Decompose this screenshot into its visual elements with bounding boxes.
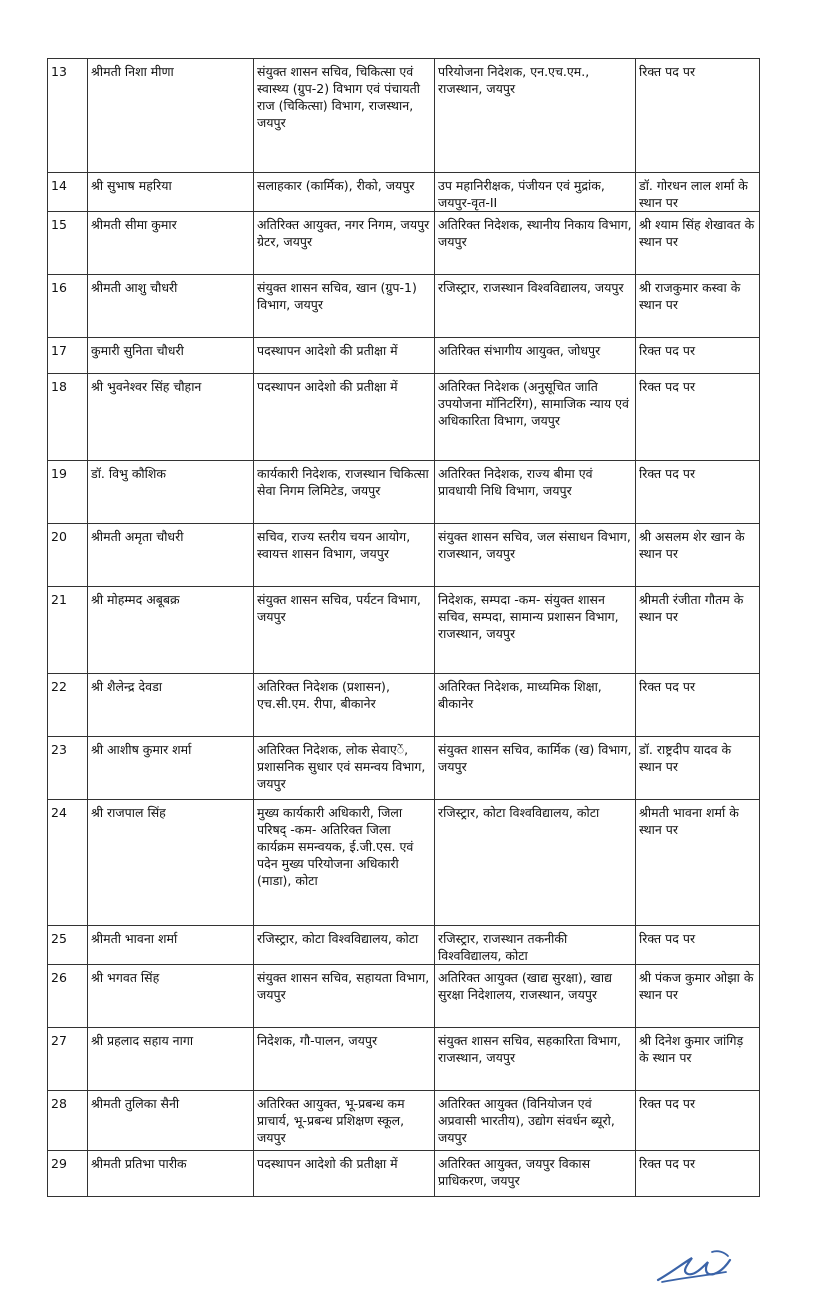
table-row (48, 1028, 760, 1091)
serial-number: 13 (48, 59, 88, 173)
serial-number: 18 (48, 374, 88, 461)
remark: रिक्त पद पर (636, 674, 760, 737)
serial-number: 29 (48, 1151, 88, 1197)
current-posting: अतिरिक्त निदेशक (प्रशासन), एच.सी.एम. रीपा, बीकानेर (254, 674, 435, 737)
officer-name: श्रीमती प्रतिभा पारीक (88, 1151, 254, 1197)
signature-mark (652, 1242, 736, 1286)
officer-name: डॉ. विभु कौशिक (88, 461, 254, 524)
officer-name: श्री राजपाल सिंह (88, 800, 254, 926)
new-posting: अतिरिक्त आयुक्त (विनियोजन एवं अप्रवासी भारतीय), उद्योग संवर्धन ब्यूरो, जयपुर (435, 1091, 636, 1151)
new-posting: रजिस्ट्रार, राजस्थान विश्वविद्यालय, जयपुर (435, 275, 636, 338)
table-row (48, 173, 760, 212)
current-posting: अतिरिक्त आयुक्त, भू-प्रबन्ध कम प्राचार्य, भू-प्रबन्ध प्रशिक्षण स्कूल, जयपुर (254, 1091, 435, 1151)
remark: श्री पंकज कुमार ओझा के स्थान पर (636, 965, 760, 1028)
table-row (48, 800, 760, 926)
new-posting: अतिरिक्त निदेशक, स्थानीय निकाय विभाग, जयपुर (435, 212, 636, 275)
remark: डॉ. गोरधन लाल शर्मा के स्थान पर (636, 173, 760, 212)
officer-name: श्री सुभाष महरिया (88, 173, 254, 212)
table-row (48, 338, 760, 374)
remark: श्रीमती रंजीता गौतम के स्थान पर (636, 587, 760, 674)
table-row (48, 374, 760, 461)
officer-name: श्री मोहम्मद अबूबक्र (88, 587, 254, 674)
officer-name: श्रीमती तुलिका सैनी (88, 1091, 254, 1151)
current-posting: निदेशक, गौ-पालन, जयपुर (254, 1028, 435, 1091)
table-row (48, 1091, 760, 1151)
serial-number: 25 (48, 926, 88, 965)
serial-number: 20 (48, 524, 88, 587)
new-posting: परियोजना निदेशक, एन.एच.एम., राजस्थान, जयपुर (435, 59, 636, 173)
officer-name: श्री भगवत सिंह (88, 965, 254, 1028)
serial-number: 21 (48, 587, 88, 674)
table-row (48, 275, 760, 338)
new-posting: अतिरिक्त निदेशक, माध्यमिक शिक्षा, बीकानेर (435, 674, 636, 737)
serial-number: 24 (48, 800, 88, 926)
current-posting: पदस्थापन आदेशो की प्रतीक्षा में (254, 1151, 435, 1197)
remark: रिक्त पद पर (636, 374, 760, 461)
remark: श्री असलम शेर खान के स्थान पर (636, 524, 760, 587)
new-posting: संयुक्त शासन सचिव, सहकारिता विभाग, राजस्थान, जयपुर (435, 1028, 636, 1091)
table-row (48, 926, 760, 965)
current-posting: कार्यकारी निदेशक, राजस्थान चिकित्सा सेवा निगम लिमिटेड, जयपुर (254, 461, 435, 524)
remark: रिक्त पद पर (636, 1151, 760, 1197)
serial-number: 14 (48, 173, 88, 212)
table-row (48, 965, 760, 1028)
officer-name: श्री आशीष कुमार शर्मा (88, 737, 254, 800)
officer-name: श्री शैलेन्द्र देवडा (88, 674, 254, 737)
table-row (48, 587, 760, 674)
new-posting: अतिरिक्त आयुक्त (खाद्य सुरक्षा), खाद्य सुरक्षा निदेशालय, राजस्थान, जयपुर (435, 965, 636, 1028)
table-row (48, 212, 760, 275)
table-row (48, 461, 760, 524)
new-posting: उप महानिरीक्षक, पंजीयन एवं मुद्रांक, जयपुर-वृत-II (435, 173, 636, 212)
officer-name: श्री भुवनेश्वर सिंह चौहान (88, 374, 254, 461)
officer-name: श्रीमती अमृता चौधरी (88, 524, 254, 587)
remark: श्रीमती भावना शर्मा के स्थान पर (636, 800, 760, 926)
serial-number: 26 (48, 965, 88, 1028)
current-posting: संयुक्त शासन सचिव, चिकित्सा एवं स्वास्थ्य (ग्रुप-2) विभाग एवं पंचायती राज (चिकित्सा) विभाग, राजस्थान, जयपुर (254, 59, 435, 173)
current-posting: मुख्य कार्यकारी अधिकारी, जिला परिषद् -कम- अतिरिक्त जिला कार्यक्रम समन्वयक, ई.जी.एस. एवं पदेन मुख्य परियोजना अधिकारी (माडा), कोटा (254, 800, 435, 926)
current-posting: सचिव, राज्य स्तरीय चयन आयोग, स्वायत्त शासन विभाग, जयपुर (254, 524, 435, 587)
new-posting: रजिस्ट्रार, कोटा विश्वविद्यालय, कोटा (435, 800, 636, 926)
remark: श्री श्याम सिंह शेखावत के स्थान पर (636, 212, 760, 275)
table-row (48, 674, 760, 737)
table-row (48, 524, 760, 587)
remark: रिक्त पद पर (636, 59, 760, 173)
current-posting: अतिरिक्त आयुक्त, नगर निगम, जयपुर ग्रेटर, जयपुर (254, 212, 435, 275)
officer-name: श्रीमती भावना शर्मा (88, 926, 254, 965)
table-row (48, 1151, 760, 1197)
new-posting: अतिरिक्त आयुक्त, जयपुर विकास प्राधिकरण, जयपुर (435, 1151, 636, 1197)
serial-number: 16 (48, 275, 88, 338)
new-posting: अतिरिक्त निदेशक (अनुसूचित जाति उपयोजना मॉनिटरिंग), सामाजिक न्याय एवं अधिकारिता विभाग, जयपुर (435, 374, 636, 461)
remark: डॉ. राष्ट्रदीप यादव के स्थान पर (636, 737, 760, 800)
new-posting: रजिस्ट्रार, राजस्थान तकनीकी विश्वविद्यालय, कोटा (435, 926, 636, 965)
new-posting: संयुक्त शासन सचिव, जल संसाधन विभाग, राजस्थान, जयपुर (435, 524, 636, 587)
current-posting: पदस्थापन आदेशो की प्रतीक्षा में (254, 374, 435, 461)
remark: रिक्त पद पर (636, 338, 760, 374)
current-posting: अतिरिक्त निदेशक, लोक सेवाएें, प्रशासनिक सुधार एवं समन्वय विभाग, जयपुर (254, 737, 435, 800)
new-posting: निदेशक, सम्पदा -कम- संयुक्त शासन सचिव, सम्पदा, सामान्य प्रशासन विभाग, राजस्थान, जयपुर (435, 587, 636, 674)
transfer-table (47, 58, 760, 1197)
serial-number: 27 (48, 1028, 88, 1091)
remark: श्री दिनेश कुमार जांगिड़ के स्थान पर (636, 1028, 760, 1091)
remark: रिक्त पद पर (636, 926, 760, 965)
table-row (48, 737, 760, 800)
current-posting: संयुक्त शासन सचिव, खान (ग्रुप-1) विभाग, जयपुर (254, 275, 435, 338)
officer-name: श्रीमती निशा मीणा (88, 59, 254, 173)
current-posting: संयुक्त शासन सचिव, सहायता विभाग, जयपुर (254, 965, 435, 1028)
officer-name: श्रीमती सीमा कुमार (88, 212, 254, 275)
serial-number: 23 (48, 737, 88, 800)
table-row (48, 59, 760, 173)
current-posting: सलाहकार (कार्मिक), रीको, जयपुर (254, 173, 435, 212)
officer-name: श्री प्रहलाद सहाय नागा (88, 1028, 254, 1091)
remark: रिक्त पद पर (636, 461, 760, 524)
officer-name: कुमारी सुनिता चौधरी (88, 338, 254, 374)
remark: श्री राजकुमार कस्वा के स्थान पर (636, 275, 760, 338)
remark: रिक्त पद पर (636, 1091, 760, 1151)
new-posting: अतिरिक्त निदेशक, राज्य बीमा एवं प्रावधायी निधि विभाग, जयपुर (435, 461, 636, 524)
officer-name: श्रीमती आशु चौधरी (88, 275, 254, 338)
serial-number: 19 (48, 461, 88, 524)
serial-number: 15 (48, 212, 88, 275)
current-posting: रजिस्ट्रार, कोटा विश्वविद्यालय, कोटा (254, 926, 435, 965)
serial-number: 22 (48, 674, 88, 737)
serial-number: 17 (48, 338, 88, 374)
new-posting: संयुक्त शासन सचिव, कार्मिक (ख) विभाग, जयपुर (435, 737, 636, 800)
serial-number: 28 (48, 1091, 88, 1151)
current-posting: संयुक्त शासन सचिव, पर्यटन विभाग, जयपुर (254, 587, 435, 674)
new-posting: अतिरिक्त संभागीय आयुक्त, जोधपुर (435, 338, 636, 374)
current-posting: पदस्थापन आदेशो की प्रतीक्षा में (254, 338, 435, 374)
